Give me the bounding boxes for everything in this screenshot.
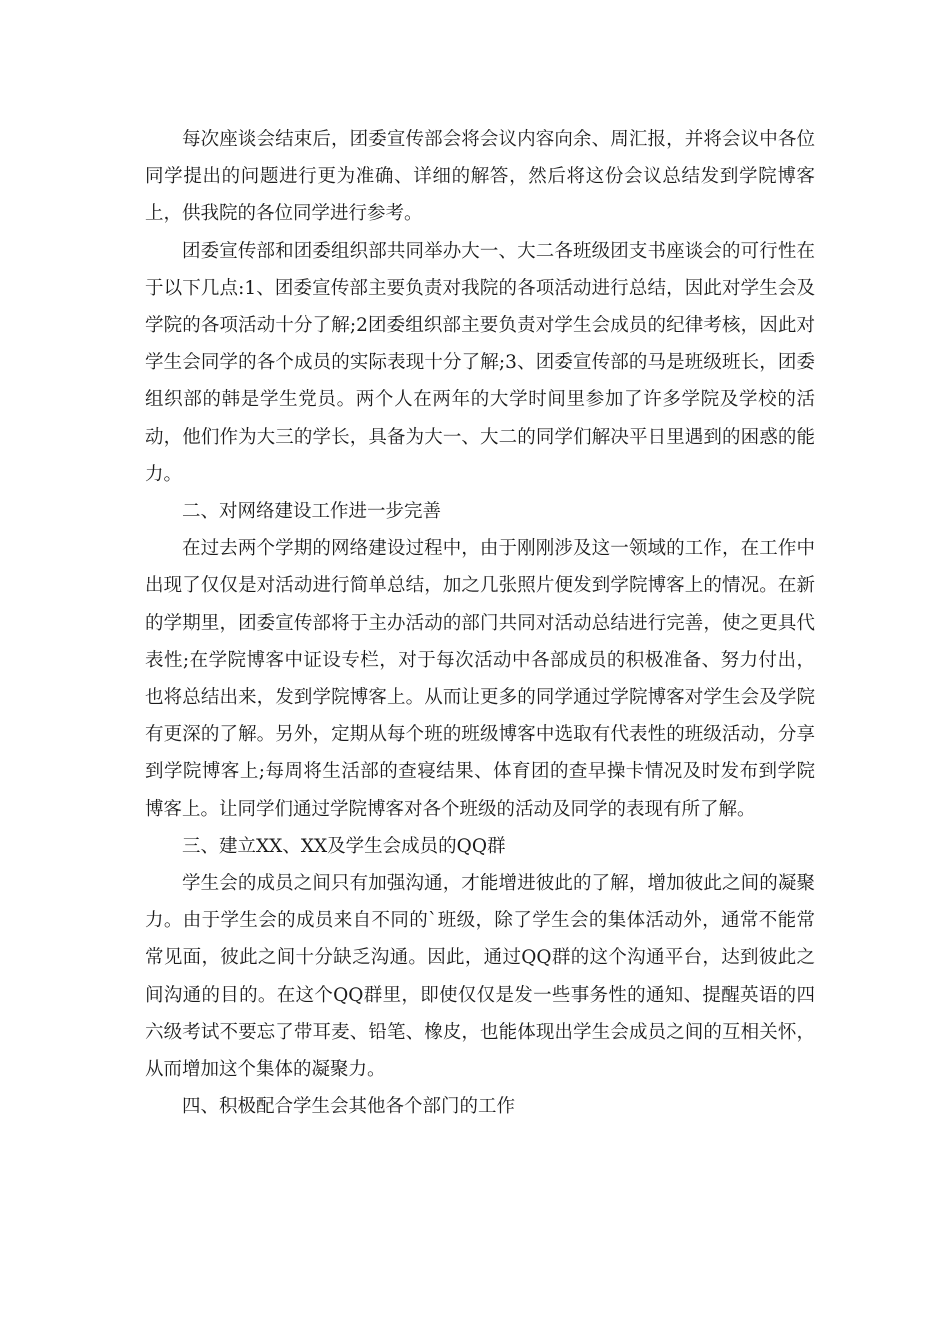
section-heading: 二、对网络建设工作进一步完善 bbox=[182, 501, 442, 523]
section-heading: 三、建立XX、XX及学生会成员的QQ群 bbox=[182, 835, 506, 857]
paragraph: 每次座谈会结束后，团委宣传部会将会议内容向余、周汇报，并将会议中各位同学提出的问题进行更为准确、详细的解答，然后将这份会议总结发到学院博客上，供我院的各位同学进行参考。 bbox=[145, 129, 815, 225]
document-body bbox=[145, 121, 815, 1125]
section-heading: 四、积极配合学生会其他各个部门的工作 bbox=[182, 1096, 516, 1118]
paragraph: 团委宣传部和团委组织部共同举办大一、大二各班级团支书座谈会的可行性在于以下几点:1、团委宣传部主要负责对我院的各项活动进行总结，因此对学生会及学院的各项活动十分了解;2团委组织部主要负责对学生会成员的纪律考核，因此对学生会同学的各个成员的实际表现十分了解;3、团委宣传部的马是班级班长，团委组织部的韩是学生党员。两个人在两年的大学时间里参加了许多学院及学校的活动，他们作为大三的学长，具备为大一、大二的同学们解决平日里遇到的困惑的能力。 bbox=[145, 240, 815, 485]
paragraph: 学生会的成员之间只有加强沟通，才能增进彼此的了解，增加彼此之间的凝聚力。由于学生会的成员来自不同的`班级，除了学生会的集体活动外，通常不能常常见面，彼此之间十分缺乏沟通。因此，通过QQ群的这个沟通平台，达到彼此之间沟通的目的。在这个QQ群里，即使仅仅是发一些事务性的通知、提醒英语的四六级考试不要忘了带耳麦、铅笔、橡皮，也能体现出学生会成员之间的互相关怀，从而增加这个集体的凝聚力。 bbox=[145, 873, 815, 1081]
paragraph: 在过去两个学期的网络建设过程中，由于刚刚涉及这一领域的工作，在工作中出现了仅仅是对活动进行简单总结，加之几张照片便发到学院博客上的情况。在新的学期里，团委宣传部将于主办活动的部门共同对活动总结进行完善，使之更具代表性;在学院博客中证设专栏，对于每次活动中各部成员的积极准备、努力付出，也将总结出来，发到学院博客上。从而让更多的同学通过学院博客对学生会及学院有更深的了解。另外，定期从每个班的班级博客中选取有代表性的班级活动，分享到学院博客上;每周将生活部的查寝结果、体育团的查早操卡情况及时发布到学院博客上。让同学们通过学院博客对各个班级的活动及同学的表现有所了解。 bbox=[145, 538, 815, 820]
